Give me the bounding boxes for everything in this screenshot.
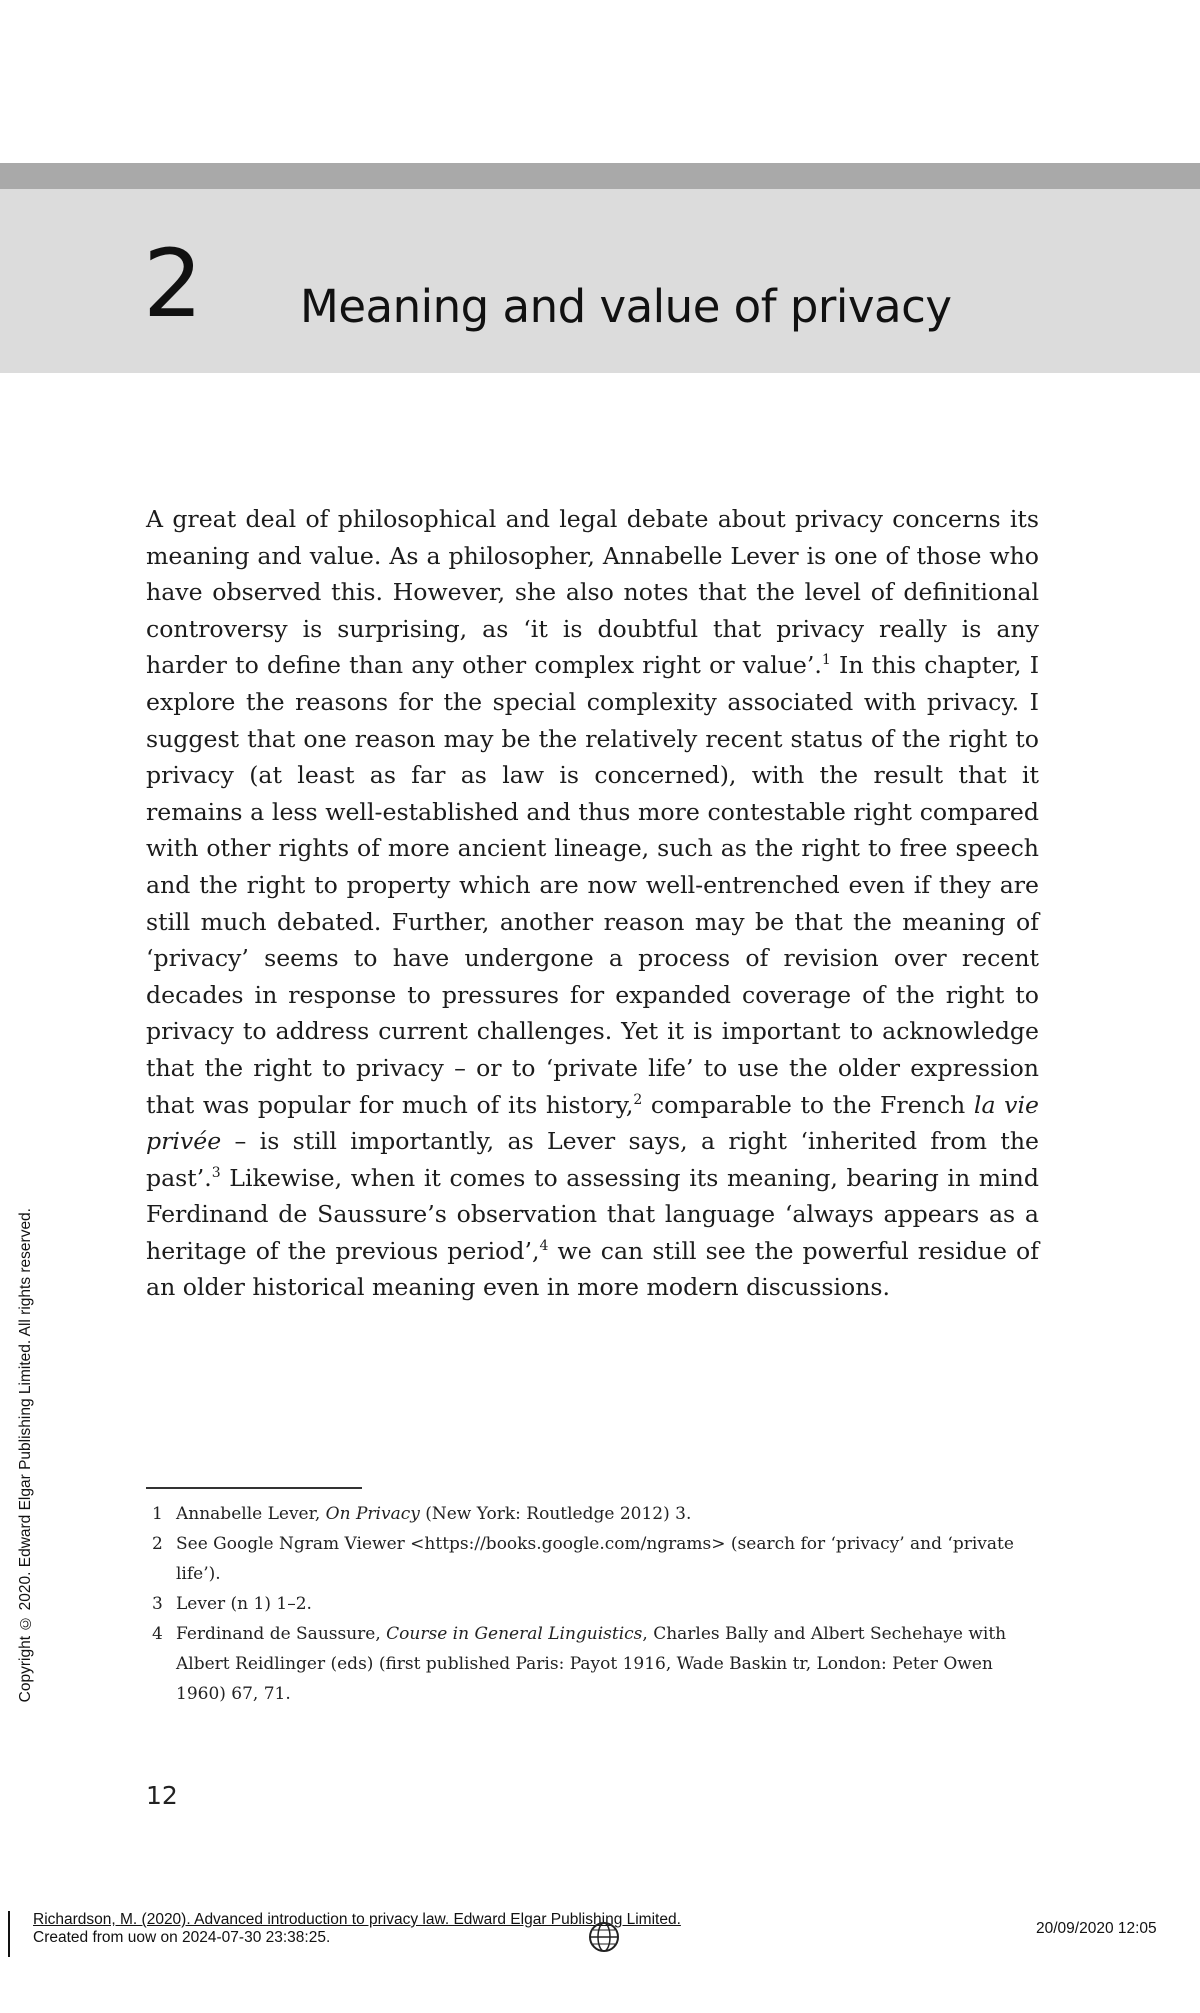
- footnote-number: 3: [152, 1594, 163, 1614]
- footnote-number: 1: [152, 1504, 163, 1524]
- body-text-segment: Likewise, when it comes to assessing its meaning, bearing in mind Ferdinand de Saussure’s observation that language ‘always appears as a heritage of the previous period’,: [146, 1163, 1039, 1265]
- footnote-number: 4: [152, 1624, 163, 1644]
- chapter-number: 2: [143, 230, 203, 339]
- footer-datetime: 20/09/2020 12:05: [1036, 1920, 1157, 1937]
- footnote-text: (New York: Routledge 2012) 3.: [419, 1504, 692, 1524]
- footnote-ref-4[interactable]: 4: [539, 1237, 549, 1254]
- footnote-item: [146, 1619, 1039, 1709]
- footnote-item: [146, 1589, 1039, 1619]
- footnote-italic: Course in General Linguistics: [386, 1624, 643, 1644]
- footnote-text: , Charles Bally and Albert Sechehaye with Albert Reidlinger (eds) (first published Paris: Payot 1916, Wade Baskin tr, London: Peter Owen 1960) 67, 71.: [176, 1624, 1007, 1704]
- body-italic-phrase: la vie privée: [146, 1090, 1039, 1156]
- page-number: 12: [146, 1781, 178, 1810]
- footnote-ref-2[interactable]: 2: [633, 1091, 643, 1108]
- footnote-text: Annabelle Lever,: [176, 1504, 326, 1524]
- body-text-segment: A great deal of philosophical and legal debate about privacy concerns its meaning and value. As a philosopher, Annabelle Lever is one of those who have observed this. However, she also notes that the level of definitional controversy is surprising, as ‘it is doubtful that privacy really is any harder to define than any other complex right or value’.: [146, 505, 1039, 680]
- footnotes: [146, 1499, 1039, 1709]
- footnote-number: 2: [152, 1534, 163, 1554]
- footnote-item: [146, 1499, 1039, 1529]
- body-text-segment: In this chapter, I explore the reasons for the special complexity associated with privacy. I suggest that one reason may be the relatively recent status of the right to privacy (at least as far as law is concerned), with the result that it remains a less well-established and thus more contestable right compared with other rights of more ancient lineage, such as the right to free speech and the right to property which are now well-entrenched even if they are still much debated. Further, another reason may be that the meaning of ‘privacy’ seems to have undergone a process of revision over recent decades in response to pressures for expanded coverage of the right to privacy to address current challenges. Yet it is important to acknowledge that the right to privacy – or to ‘private life’ to use the older expression that was popular for much of its history,: [146, 651, 1040, 1119]
- chapter-top-rule: [0, 163, 1200, 189]
- body-text-segment: we can still see the powerful residue of an older historical meaning even in more modern discussions.: [146, 1236, 1039, 1302]
- body-text-segment: comparable to the French: [642, 1090, 974, 1119]
- footnote-item: [146, 1529, 1039, 1589]
- copyright-notice: [10, 1165, 42, 1745]
- body-text-segment: – is still importantly, as Lever says, a right ‘inherited from the past’.: [146, 1127, 1039, 1192]
- footnote-ref-1[interactable]: 1: [821, 652, 831, 669]
- footnote-italic: On Privacy: [325, 1504, 420, 1524]
- chapter-title: Meaning and value of privacy: [300, 280, 952, 333]
- footer-citation-link[interactable]: Richardson, M. (2020). Advanced introduction to privacy law. Edward Elgar Publishing Limited.: [33, 1911, 681, 1928]
- body-paragraph: [146, 501, 1039, 1306]
- footer-bar: [8, 1911, 10, 1957]
- footer-created-text: Created from uow on 2024-07-30 23:38:25.: [33, 1929, 331, 1946]
- footnote-divider: [146, 1487, 362, 1489]
- footnote-text: Ferdinand de Saussure,: [176, 1624, 387, 1644]
- globe-logo-icon: [586, 1919, 622, 1955]
- footnote-ref-3[interactable]: 3: [211, 1164, 221, 1181]
- copyright-notice-text: Copyright © 2020. Edward Elgar Publishing Limited. All rights reserved.: [17, 1207, 34, 1703]
- footnote-text: See Google Ngram Viewer <https://books.google.com/ngrams> (search for ‘privacy’ and ‘private life’).: [176, 1534, 1014, 1584]
- footnote-text: Lever (n 1) 1–2.: [176, 1594, 312, 1614]
